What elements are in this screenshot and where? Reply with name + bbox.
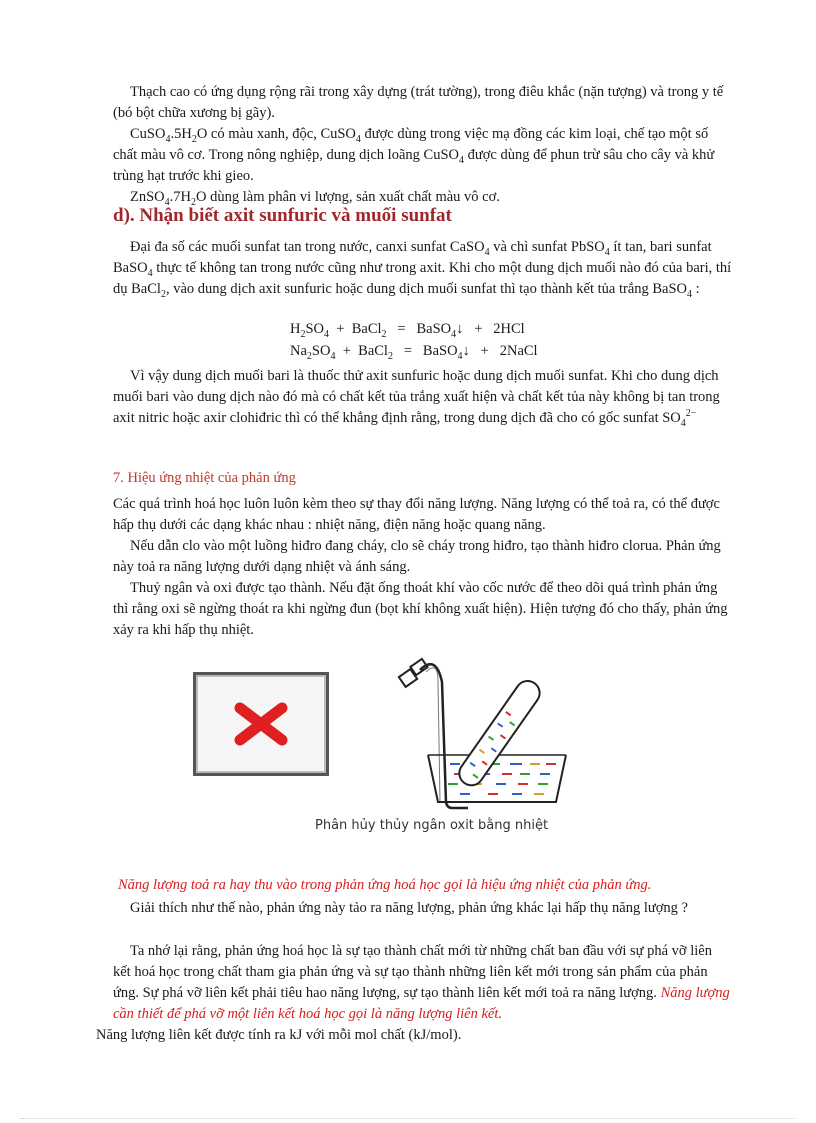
section-heading-d: d). Nhận biết axit sunfuric và muối sunfat xyxy=(113,205,452,226)
definition-bond-energy: Năng lượng cần thiết để phá vỡ một liên kết hoá học gọi là năng lượng liên kết. xyxy=(113,985,730,1022)
mercury-oxide-apparatus-illustration xyxy=(390,652,570,810)
paragraph-energy-change: Các quá trình hoá học luôn luôn kèm theo sự thay đổi năng lượng. Năng lượng có thể toả ra, có thể được hấp thụ dưới các dạng khác nhau : nhiệt năng, điện năng hoặc quang năng. xyxy=(113,496,720,533)
paragraph-barium-reagent: Vì vậy dung dịch muối bari là thuốc thử axit sunfuric hoặc dung dịch muối sunfat. Khi cho dung dịch muối bari vào dung dịch nào đó mà có chất kết tủa trắng xuất hiện và chất kết tủa này không bị tan trong axit nitric hoặc axir clohiđric thì có thể khẳng định rằng, trong dung dịch đã cho có gốc sunfat $SO_4^{2-}$ xyxy=(113,368,720,429)
paragraph-bond-energy xyxy=(96,941,733,1046)
paragraph-chlorine-hydrogen: Nếu dẫn clo vào một luồng hiđro đang cháy, clo sẽ cháy trong hiđro, tạo thành hiđro clorua. Phản ứng này toả ra năng lượng dưới dạng nhiệt và ánh sáng. xyxy=(113,538,721,575)
paragraph-mercury-oxygen: Thuỷ ngân và oxi được tạo thành. Nếu đặt ống thoát khí vào cốc nước để theo dõi quá trình phản ứng thì rằng oxi sẽ ngừng thoát ra khi ngừng đun (bọt khí không xuất hiện). Hiện tượng đó cho thấy, phản ứng xảy ra khi hấp thụ nhiệt. xyxy=(113,580,728,638)
paragraph-bond-energy-text: Ta nhớ lại rằng, phản ứng hoá học là sự tạo thành chất mới từ những chất ban đầu với sự phá vỡ liên kết hoá học trong chất tham gia phản ứng và sự tạo thành những liên kết mới trong sản phẩm của phản ứng. Sự phá vỡ liên kết phải tiêu hao năng lượng, sự tạo thành liên kết mới toả ra năng lượng. xyxy=(113,943,712,1001)
equation-sodium-sulfate: $Na_2SO_4$ + BaCl$_2$ = BaSO$_4$↓ + 2NaCl xyxy=(290,343,538,362)
paragraph-copper-sulfate: $CuSO_4.5H_2O$ có màu xanh, độc, CuSO$_4$ được dùng trong việc mạ đồng các kim loại, chế tạo một số chất màu vô cơ. Trong nông nghiệp, dung dịch loãng CuSO$_4$ được dùng để phun trừ sâu cho cây và khử trùng hạt trước khi gieo. xyxy=(113,126,715,184)
paragraph-bond-energy-unit: Năng lượng liên kết được tính ra kJ với mỗi mol chất (kJ/mol). xyxy=(96,1027,462,1043)
tube-clamp xyxy=(399,659,428,687)
broken-image-placeholder xyxy=(193,672,329,776)
paragraph-gypsum: Thạch cao có ứng dụng rộng rãi trong xây dựng (trát tường), trong điêu khắc (nặn tượng) và trong y tế (bó bột chữa xương bị gãy). xyxy=(113,84,724,121)
equation-sulfuric-acid: $H_2SO_4$ + BaCl$_2$ = BaSO$_4$↓ + 2HCl xyxy=(290,321,525,340)
broken-image-x-icon xyxy=(196,675,326,773)
page-bottom-divider xyxy=(20,1118,796,1119)
delivery-tube xyxy=(420,664,468,808)
paragraph-zinc-sulfate: $ZnSO_4.7H_2O$ dùng làm phân vi lượng, sản xuất chất màu vô cơ. xyxy=(130,189,500,208)
paragraph-sulfate-identification: Đại đa số các muối sunfat tan trong nước, canxi sunfat CaSO$_4$ và chì sunfat PbSO$_4$ ít tan, bari sunfat BaSO$_4$ thực tế không tan trong nước cũng như trong axit. Khi cho một dung dịch muối nào đó của bari, thí dụ BaCl$_2$, vào dung dịch axit sunfuric hoặc dung dịch muối sunfat thì tạo thành kết tủa trắng BaSO$_4$ : xyxy=(113,239,732,300)
test-tube xyxy=(455,676,545,790)
figure-caption: Phân hủy thủy ngân oxit bằng nhiệt xyxy=(315,818,549,833)
definition-heat-effect: Năng lượng toả ra hay thu vào trong phản ứng hoá học gọi là hiệu ứng nhiệt của phản ứng. xyxy=(118,877,652,893)
paragraph-question: Giải thích như thế nào, phản ứng này tảo ra năng lượng, phản ứng khác lại hấp thụ năng lượng ? xyxy=(130,900,688,916)
section-heading-7: 7. Hiệu ứng nhiệt của phản ứng xyxy=(113,470,296,486)
